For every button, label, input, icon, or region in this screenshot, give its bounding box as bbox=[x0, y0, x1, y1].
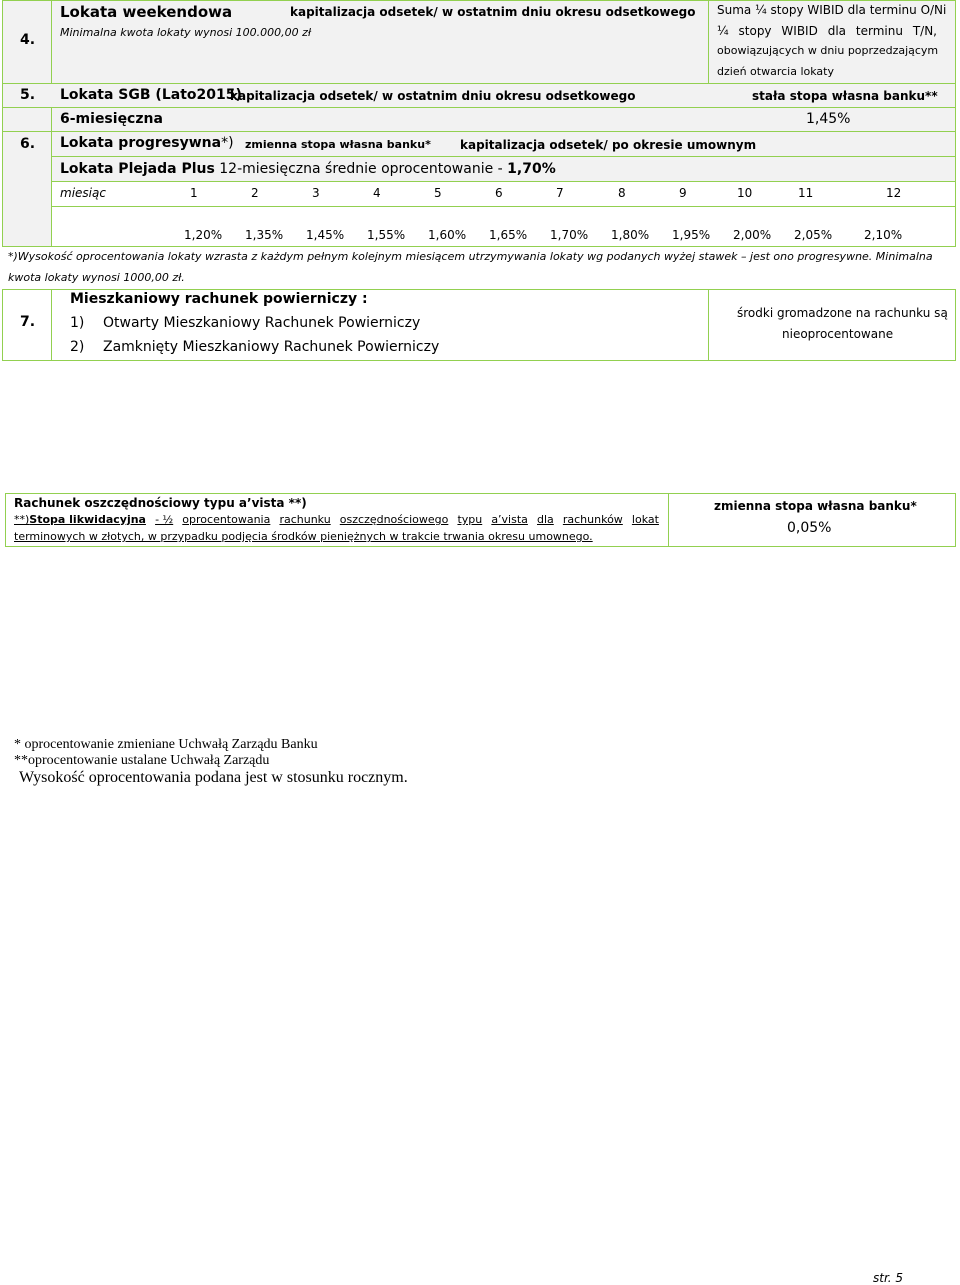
row5-rate-type: stała stopa własna banku** bbox=[752, 89, 938, 103]
row4-number: 4. bbox=[20, 32, 36, 48]
footnote-1: * oprocentowanie zmieniane Uchwałą Zarządu Banku bbox=[14, 737, 318, 752]
page-number: str. 5 bbox=[873, 1271, 904, 1285]
row7-item-2-label: Zamknięty Mieszkaniowy Rachunek Powierniczy bbox=[103, 339, 440, 355]
row6-subtitle bbox=[60, 161, 556, 177]
rate-cell: 1,95% bbox=[672, 228, 711, 242]
month-cell: 10 bbox=[737, 186, 753, 200]
savings-line1-word: - ½ bbox=[155, 513, 174, 526]
savings-line1-word: oszczędnościowego bbox=[339, 513, 449, 526]
savings-rate: 0,05% bbox=[787, 520, 832, 536]
row6-subtitle-rate: 1,70% bbox=[507, 161, 556, 177]
row4-min-amount: Minimalna kwota lokaty wynosi 100.000,00 zł bbox=[60, 26, 312, 39]
month-cell: 1 bbox=[190, 186, 198, 200]
month-cell: 11 bbox=[798, 186, 814, 200]
savings-line1-word: typu bbox=[457, 513, 483, 526]
savings-line-2: terminowych w złotych, w przypadku podjęcia środków pieniężnych w trakcie trwania okresu umownego. bbox=[14, 530, 593, 543]
row6-subtitle-text: 12-miesięczna średnie oprocentowanie - bbox=[214, 161, 508, 177]
savings-line1-word: rachunków bbox=[562, 513, 623, 526]
row5-rate: 1,45% bbox=[806, 111, 851, 127]
row7-rate-cell bbox=[708, 289, 956, 361]
rate-cell: 1,45% bbox=[306, 228, 345, 242]
rate-cell: 1,65% bbox=[489, 228, 528, 242]
rate-cell: 1,35% bbox=[245, 228, 284, 242]
month-cell: 5 bbox=[434, 186, 442, 200]
savings-line1-word: rachunku bbox=[279, 513, 331, 526]
row4-rate-line-3: obowiązujących w dniu poprzedzającym bbox=[717, 44, 939, 57]
month-cell: 12 bbox=[886, 186, 902, 200]
month-cell: 9 bbox=[679, 186, 687, 200]
footnote-3: Wysokość oprocentowania podana jest w stosunku rocznym. bbox=[19, 769, 408, 786]
row7-item-1-label: Otwarty Mieszkaniowy Rachunek Powierniczy bbox=[103, 315, 421, 331]
row6-rates-row bbox=[0, 228, 960, 244]
row5-sub-left-cell bbox=[2, 107, 52, 132]
row6-note-line-2: kwota lokaty wynosi 1000,00 zł. bbox=[8, 271, 185, 284]
month-cell: 3 bbox=[312, 186, 320, 200]
savings-line1-prefix: **) bbox=[14, 513, 30, 526]
rate-cell: 2,05% bbox=[794, 228, 833, 242]
month-cell: 8 bbox=[618, 186, 626, 200]
savings-line1-word: lokat bbox=[631, 513, 659, 526]
row6-rate-type: zmienna stopa własna banku* bbox=[245, 138, 431, 151]
rate-cell: 2,00% bbox=[733, 228, 772, 242]
row7-rate-line-2: nieoprocentowane bbox=[782, 327, 894, 341]
rate-cell: 1,20% bbox=[184, 228, 223, 242]
row5-number: 5. bbox=[20, 87, 36, 103]
row7-item-2-num: 2) bbox=[70, 339, 85, 355]
row6-capitalization: kapitalizacja odsetek/ po okresie umownym bbox=[460, 138, 757, 152]
month-cell: 6 bbox=[495, 186, 503, 200]
rate-cell: 1,55% bbox=[367, 228, 406, 242]
savings-line-1 bbox=[14, 513, 659, 529]
rate-cell: 1,70% bbox=[550, 228, 589, 242]
row6-title: Lokata progresywna bbox=[60, 135, 222, 151]
savings-line1-bold: Stopa likwidacyjna bbox=[29, 513, 146, 526]
row6-number: 6. bbox=[20, 136, 36, 152]
month-cell: 4 bbox=[373, 186, 381, 200]
footnote-2: **oprocentowanie ustalane Uchwałą Zarządu bbox=[14, 753, 270, 768]
row6-month-label: miesiąc bbox=[60, 186, 106, 200]
row5-title: Lokata SGB (Lato2015) bbox=[60, 87, 242, 103]
row7-number: 7. bbox=[20, 314, 36, 330]
savings-line1-word: oprocentowania bbox=[182, 513, 271, 526]
row4-rate-line-2: ¼ stopy WIBID dla terminu T/N, bbox=[717, 24, 937, 38]
savings-rate-type: zmienna stopa własna banku* bbox=[714, 499, 917, 513]
row6-note-line-1: *)Wysokość oprocentowania lokaty wzrasta z każdym pełnym kolejnym miesiącem utrzymywania lokaty wg podanych wyżej stawek – jest ono progresywne. Minimalna bbox=[8, 250, 933, 263]
row4-rate-line-1: Suma ¼ stopy WIBID dla terminu O/Ni bbox=[717, 3, 947, 17]
month-cell: 7 bbox=[556, 186, 564, 200]
month-cell: 2 bbox=[251, 186, 259, 200]
row7-rate-line-1: środki gromadzone na rachunku są bbox=[737, 306, 948, 320]
row4-capitalization: kapitalizacja odsetek/ w ostatnim dniu okresu odsetkowego bbox=[290, 5, 696, 19]
rate-cell: 1,60% bbox=[428, 228, 467, 242]
row5-term: 6-miesięczna bbox=[60, 111, 163, 127]
savings-line1-word: dla bbox=[537, 513, 554, 526]
row6-subtitle-bold: Lokata Plejada Plus bbox=[60, 161, 215, 177]
savings-line1-word: a’vista bbox=[491, 513, 528, 526]
row6-title-group bbox=[60, 135, 234, 151]
row4-rate-line-4: dzień otwarcia lokaty bbox=[717, 65, 834, 78]
savings-title: Rachunek oszczędnościowy typu a’vista **) bbox=[14, 496, 307, 510]
row7-title: Mieszkaniowy rachunek powierniczy : bbox=[70, 291, 368, 307]
row6-months-row bbox=[0, 186, 960, 202]
row4-title: Lokata weekendowa bbox=[60, 3, 233, 21]
rate-cell: 2,10% bbox=[864, 228, 903, 242]
row6-title-suffix: *) bbox=[221, 135, 234, 151]
row7-item-1-num: 1) bbox=[70, 315, 85, 331]
row5-capitalization: kapitalizacja odsetek/ w ostatnim dniu okresu odsetkowego bbox=[230, 89, 636, 103]
rate-cell: 1,80% bbox=[611, 228, 650, 242]
